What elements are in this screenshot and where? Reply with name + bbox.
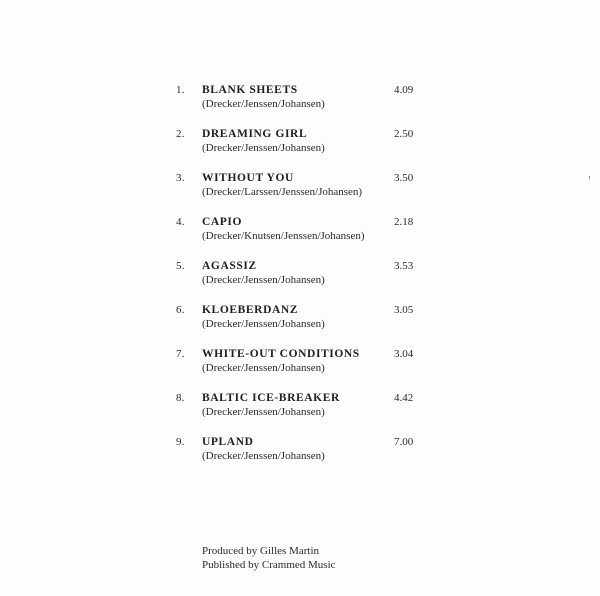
track-duration: 3.05	[394, 304, 414, 316]
track-credits: (Drecker/Jenssen/Johansen)	[202, 362, 325, 374]
published-by-line: Published by Crammed Music	[202, 559, 336, 571]
track-credits: (Drecker/Jenssen/Johansen)	[202, 274, 325, 286]
track-title: CAPIO	[202, 216, 243, 228]
track-duration: 3.50	[394, 172, 414, 184]
track-item	[0, 216, 600, 252]
track-title: AGASSIZ	[202, 260, 257, 272]
track-item	[0, 84, 600, 120]
track-item	[0, 392, 600, 428]
track-title: BALTIC ICE-BREAKER	[202, 392, 340, 404]
track-credits: (Drecker/Jenssen/Johansen)	[202, 450, 325, 462]
track-credits: (Drecker/Jenssen/Johansen)	[202, 98, 325, 110]
track-item	[0, 436, 600, 472]
track-credits: (Drecker/Jenssen/Johansen)	[202, 142, 325, 154]
track-item	[0, 304, 600, 340]
track-number: 8.	[176, 392, 185, 404]
track-number: 4.	[176, 216, 185, 228]
track-number: 6.	[176, 304, 185, 316]
track-item	[0, 348, 600, 384]
track-number: 2.	[176, 128, 185, 140]
track-title: WHITE-OUT CONDITIONS	[202, 348, 360, 360]
track-number: 7.	[176, 348, 185, 360]
track-duration: 2.50	[394, 128, 414, 140]
track-title: BLANK SHEETS	[202, 84, 298, 96]
track-duration: 3.53	[394, 260, 414, 272]
track-item	[0, 260, 600, 296]
track-number: 1.	[176, 84, 185, 96]
track-title: WITHOUT YOU	[202, 172, 294, 184]
scan-speck	[589, 176, 590, 179]
produced-by-line: Produced by Gilles Martin	[202, 545, 320, 557]
track-duration: 4.09	[394, 84, 414, 96]
track-credits: (Drecker/Larssen/Jenssen/Johansen)	[202, 186, 363, 198]
track-number: 3.	[176, 172, 185, 184]
track-title: DREAMING GIRL	[202, 128, 308, 140]
track-duration: 4.42	[394, 392, 414, 404]
track-number: 9.	[176, 436, 185, 448]
track-duration: 7.00	[394, 436, 414, 448]
track-title: UPLAND	[202, 436, 254, 448]
production-credits	[202, 544, 336, 572]
track-duration: 2.18	[394, 216, 414, 228]
track-number: 5.	[176, 260, 185, 272]
track-item	[0, 172, 600, 208]
track-credits: (Drecker/Jenssen/Johansen)	[202, 406, 325, 418]
track-duration: 3.04	[394, 348, 414, 360]
track-item	[0, 128, 600, 164]
track-credits: (Drecker/Jenssen/Johansen)	[202, 318, 325, 330]
track-title: KLOEBERDANZ	[202, 304, 299, 316]
track-credits: (Drecker/Knutsen/Jenssen/Johansen)	[202, 230, 365, 242]
